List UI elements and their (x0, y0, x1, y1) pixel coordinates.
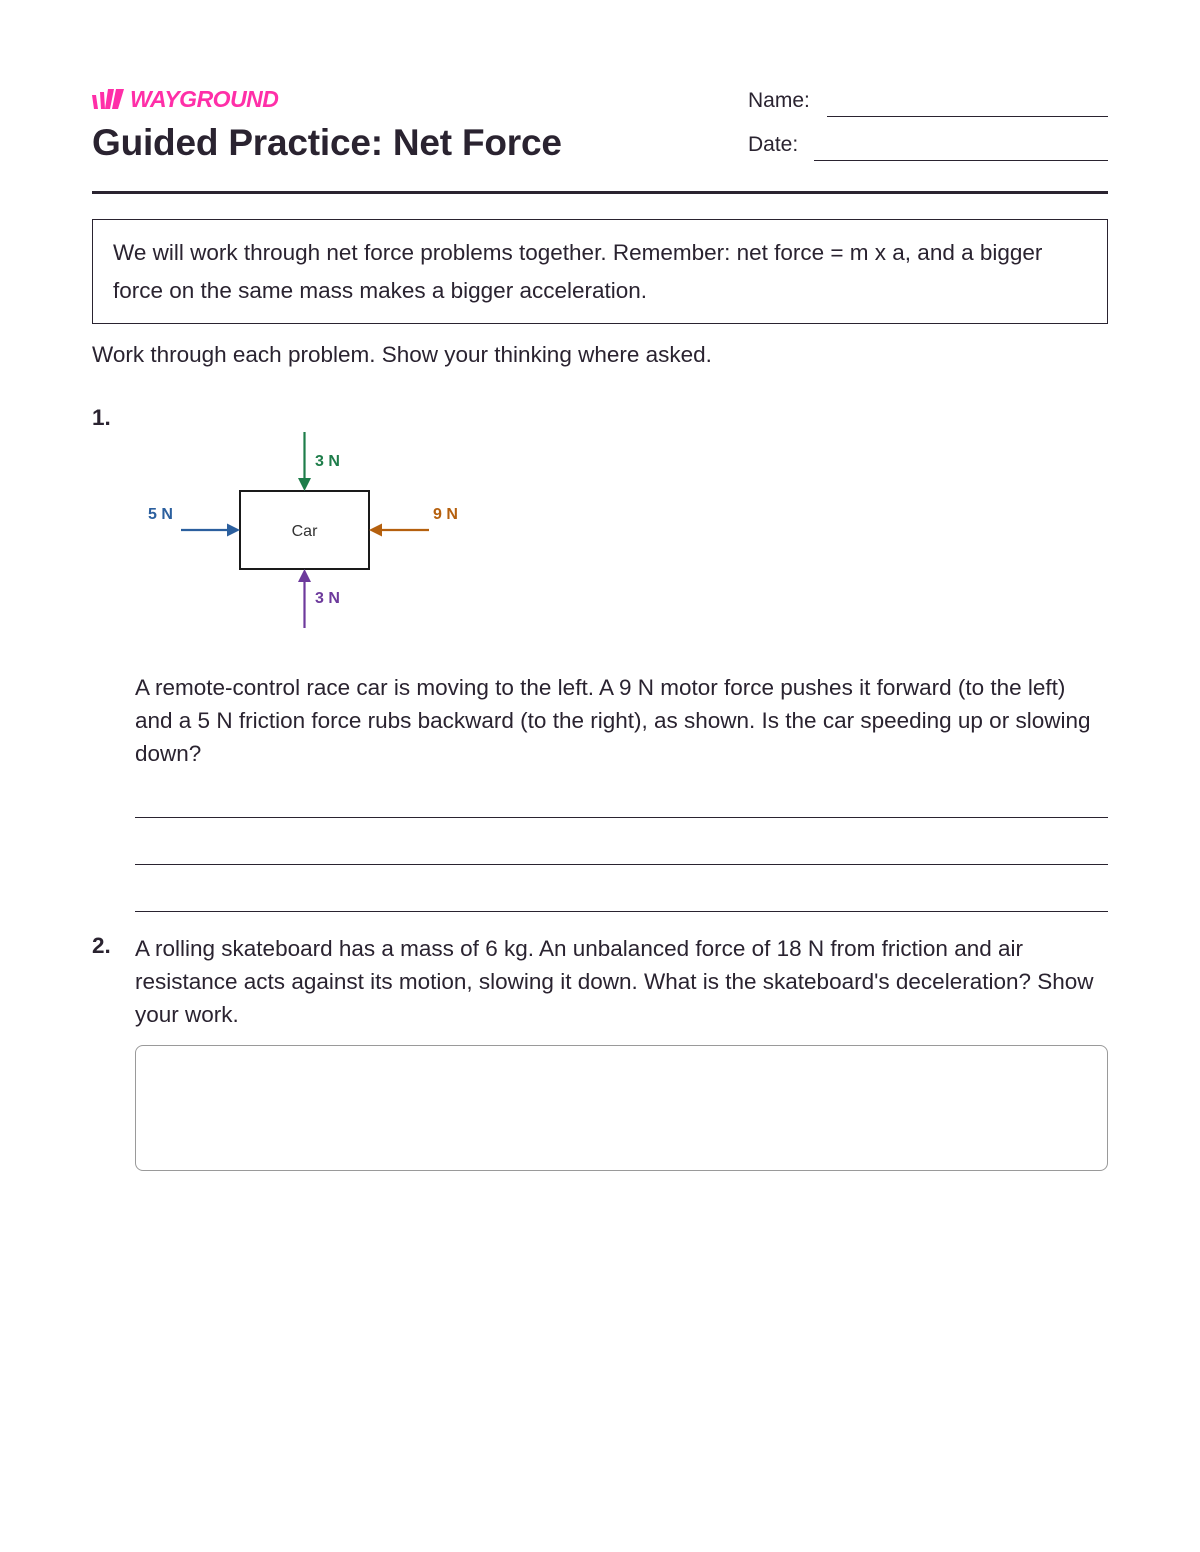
car-label: Car (291, 523, 318, 540)
brand-logo (92, 86, 278, 113)
force-arrow-left (181, 524, 240, 537)
question-1-text: A remote-control race car is moving to the left. A 9 N motor force pushes it forward (to the left) and a 5 N friction force rubs backward (to the right), as shown. Is the car speeding up or slowing down? (135, 675, 1091, 766)
date-label: Date: (748, 133, 799, 156)
force-arrow-bottom (298, 569, 311, 628)
brand-logo-icon (92, 89, 126, 111)
instructions: Work through each problem. Show your thinking where asked. (92, 342, 712, 367)
name-label: Name: (748, 89, 810, 112)
question-2-number: 2. (92, 933, 111, 958)
header-divider (92, 191, 1108, 194)
intro-text: We will work through net force problems together. Remember: net force = m x a, and a bigger force on the same mass makes a bigger acceleration. (113, 240, 1043, 303)
question-1-answer-line-3[interactable] (135, 911, 1108, 912)
force-arrow-top (298, 432, 311, 491)
question-1-answer-line-2[interactable] (135, 864, 1108, 865)
force-label-right: 9 N (433, 506, 458, 523)
force-label-bottom: 3 N (315, 590, 340, 607)
force-diagram (130, 425, 490, 635)
force-arrow-right (369, 524, 429, 537)
question-2-text: A rolling skateboard has a mass of 6 kg. An unbalanced force of 18 N from friction and air resistance acts against its motion, slowing it down. What is the skateboard's deceleration? Show your work. (135, 936, 1094, 1027)
force-label-top: 3 N (315, 453, 340, 470)
force-label-left: 5 N (148, 506, 173, 523)
page-title: Guided Practice: Net Force (92, 122, 562, 163)
question-1-number: 1. (92, 405, 111, 430)
brand-name: WAYGROUND (130, 86, 279, 112)
question-2-answer-box[interactable] (135, 1045, 1108, 1171)
intro-box (92, 219, 1108, 324)
name-field[interactable] (827, 116, 1108, 117)
date-field[interactable] (814, 160, 1108, 161)
question-1-answer-line-1[interactable] (135, 817, 1108, 818)
